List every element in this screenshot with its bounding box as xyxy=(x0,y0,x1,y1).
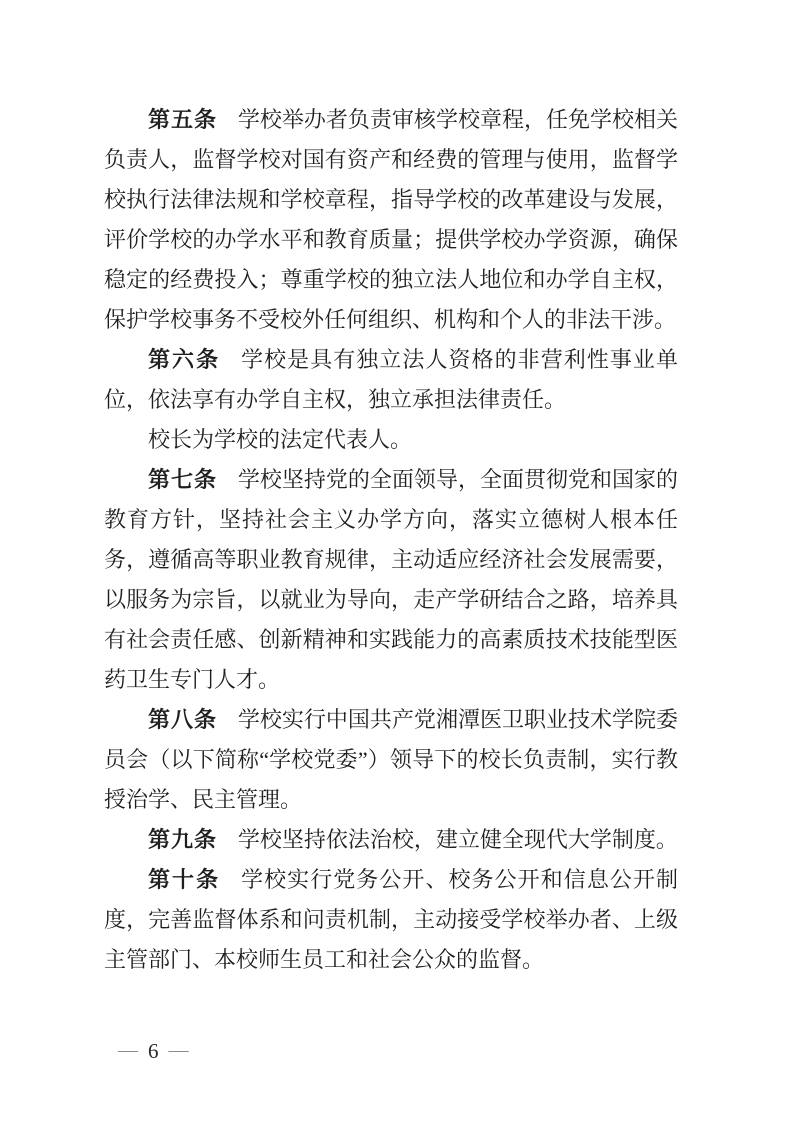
article-7-text: 学校坚持党的全面领导，全面贯彻党和国家的教育方针，坚持社会主义办学方向，落实立德树人根本任务，遵循高等职业教育规律，主动适应经济社会发展需要，以服务为宗旨，以就业为导向，走产学研结合之路，培养具有社会责任感、创新精神和实践能力的高素质技术技能型医药卫生专门人才。 xyxy=(104,467,678,692)
article-9-text: 学校坚持依法治校，建立健全现代大学制度。 xyxy=(237,827,678,852)
article-6-sub-text: 校长为学校的法定代表人。 xyxy=(148,427,413,452)
article-6-text: 学校是具有独立法人资格的非营利性事业单位，依法享有办学自主权，独立承担法律责任。 xyxy=(104,347,678,412)
article-5-text: 学校举办者负责审核学校章程，任免学校相关负责人，监督学校对国有资产和经费的管理与使用，监督学校执行法律法规和学校章程，指导学校的改革建设与发展，评价学校的办学水平和教育质量；提供学校办学资源，确保稳定的经费投入；尊重学校的独立法人地位和办学自主权，保护学校事务不受校外任何组织、机构和个人的非法干涉。 xyxy=(104,107,678,332)
article-8-text: 学校实行中国共产党湘潭医卫职业技术学院委员会（以下简称“学校党委”）领导下的校长负责制，实行教授治学、民主管理。 xyxy=(104,707,678,812)
article-6-paragraph xyxy=(104,340,678,420)
page-number: 6 xyxy=(148,1039,159,1063)
article-6-number: 第六条 xyxy=(148,347,221,372)
article-5-number: 第五条 xyxy=(148,107,218,132)
article-7-paragraph xyxy=(104,460,678,700)
article-9-number: 第九条 xyxy=(148,827,218,852)
article-10-number: 第十条 xyxy=(148,867,221,892)
article-8-number: 第八条 xyxy=(148,707,218,732)
article-10-paragraph xyxy=(104,860,678,980)
document-body xyxy=(104,100,678,980)
article-5-paragraph xyxy=(104,100,678,340)
article-6-subparagraph xyxy=(104,420,678,460)
page-number-footer xyxy=(118,1036,189,1066)
article-7-number: 第七条 xyxy=(148,467,218,492)
article-10-text: 学校实行党务公开、校务公开和信息公开制度，完善监督体系和问责机制，主动接受学校举办者、上级主管部门、本校师生员工和社会公众的监督。 xyxy=(104,867,678,972)
footer-left-dash: — xyxy=(118,1039,138,1061)
footer-right-dash: — xyxy=(168,1039,189,1061)
article-8-paragraph xyxy=(104,700,678,820)
article-9-paragraph xyxy=(104,820,678,860)
